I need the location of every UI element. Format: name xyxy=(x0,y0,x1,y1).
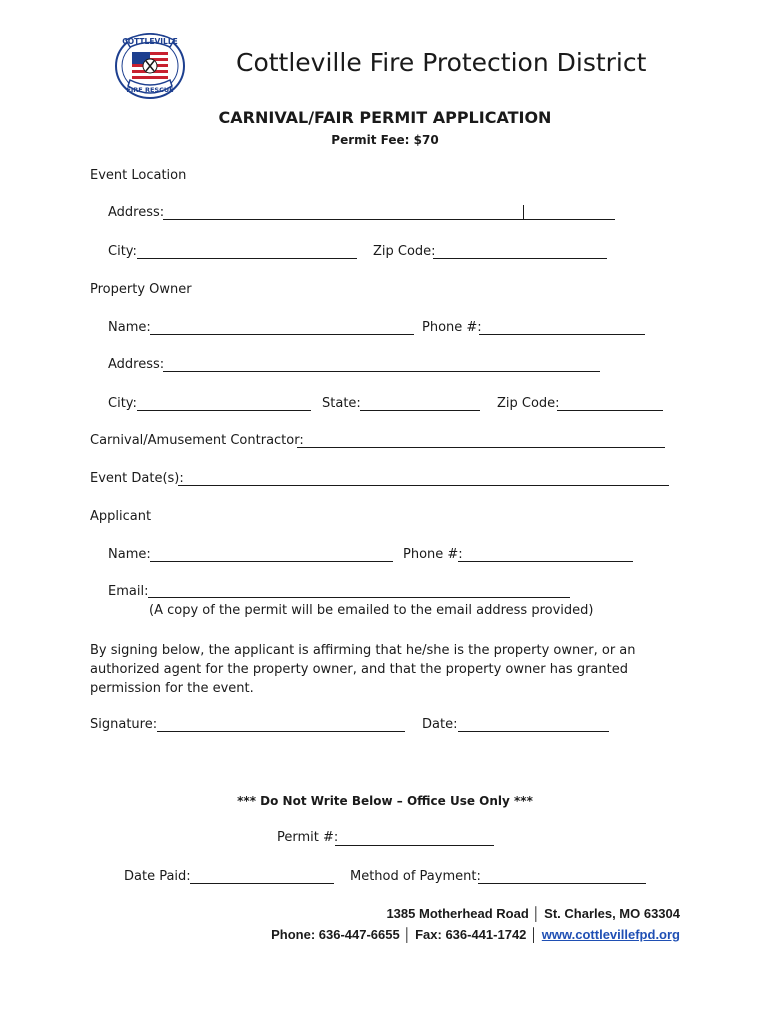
owner-name-label: Name: xyxy=(108,320,151,335)
payment-method-label: Method of Payment: xyxy=(350,869,481,884)
office-use-heading: *** Do Not Write Below – Office Use Only *** xyxy=(237,794,533,808)
owner-state-field[interactable] xyxy=(360,410,480,411)
contractor-field[interactable] xyxy=(297,447,665,448)
owner-phone-label: Phone #: xyxy=(422,320,482,335)
contractor-label: Carnival/Amusement Contractor: xyxy=(90,433,304,448)
footer-website-link[interactable]: www.cottlevillefpd.org xyxy=(541,927,680,942)
signature-date-field[interactable] xyxy=(458,731,609,732)
date-paid-label: Date Paid: xyxy=(124,869,191,884)
owner-zip-label: Zip Code: xyxy=(497,396,560,411)
event-city-field[interactable] xyxy=(137,258,357,259)
signature-field[interactable] xyxy=(157,731,405,732)
property-owner-heading: Property Owner xyxy=(90,282,192,297)
footer-street: 1385 Motherhead Road xyxy=(386,906,529,921)
svg-text:COTTLEVILLE: COTTLEVILLE xyxy=(122,37,178,46)
svg-text:FIRE RESCUE: FIRE RESCUE xyxy=(126,86,174,94)
org-name: Cottleville Fire Protection District xyxy=(236,48,647,77)
footer-city: St. Charles, MO 63304 xyxy=(544,906,680,921)
event-dates-field[interactable] xyxy=(178,485,669,486)
event-city-label: City: xyxy=(108,244,137,259)
district-logo xyxy=(112,30,188,102)
footer-contact-line: Phone: 636-447-6655 │ Fax: 636-441-1742 │ www.cottlevillefpd.org xyxy=(271,927,680,942)
owner-city-label: City: xyxy=(108,396,137,411)
signature-date-label: Date: xyxy=(422,717,458,732)
fire-badge-icon xyxy=(112,30,188,102)
footer-address-line: 1385 Motherhead Road │ St. Charles, MO 63304 xyxy=(386,906,680,921)
payment-method-field[interactable] xyxy=(478,883,646,884)
applicant-name-field[interactable] xyxy=(150,561,393,562)
form-title: CARNIVAL/FAIR PERMIT APPLICATION xyxy=(218,108,552,127)
field-divider xyxy=(523,205,524,220)
event-location-heading: Event Location xyxy=(90,168,187,183)
email-note: (A copy of the permit will be emailed to the email address provided) xyxy=(149,603,594,618)
date-paid-field[interactable] xyxy=(190,883,334,884)
permit-number-field[interactable] xyxy=(335,845,494,846)
owner-phone-field[interactable] xyxy=(479,334,645,335)
applicant-phone-label: Phone #: xyxy=(403,547,463,562)
applicant-heading: Applicant xyxy=(90,509,152,524)
owner-address-field[interactable] xyxy=(163,371,600,372)
owner-name-field[interactable] xyxy=(150,334,414,335)
applicant-name-label: Name: xyxy=(108,547,151,562)
event-dates-label: Event Date(s): xyxy=(90,471,184,486)
signature-label: Signature: xyxy=(90,717,158,732)
footer-fax: Fax: 636-441-1742 xyxy=(415,927,527,942)
owner-zip-field[interactable] xyxy=(557,410,663,411)
event-address-field[interactable] xyxy=(163,219,615,220)
event-zip-label: Zip Code: xyxy=(373,244,436,259)
owner-state-label: State: xyxy=(322,396,361,411)
permit-fee: Permit Fee: $70 xyxy=(331,133,439,147)
applicant-phone-field[interactable] xyxy=(458,561,633,562)
event-zip-field[interactable] xyxy=(433,258,607,259)
owner-address-label: Address: xyxy=(108,357,165,372)
applicant-email-field[interactable] xyxy=(148,597,570,598)
footer-phone: Phone: 636-447-6655 xyxy=(271,927,400,942)
permit-number-label: Permit #: xyxy=(277,830,339,845)
owner-city-field[interactable] xyxy=(137,410,311,411)
applicant-email-label: Email: xyxy=(108,584,149,599)
affirmation-text: By signing below, the applicant is affirming that he/she is the property owner, or an authorized agent for the property owner, and that the property owner has granted permission for the event. xyxy=(90,643,636,696)
event-address-label: Address: xyxy=(108,205,165,220)
